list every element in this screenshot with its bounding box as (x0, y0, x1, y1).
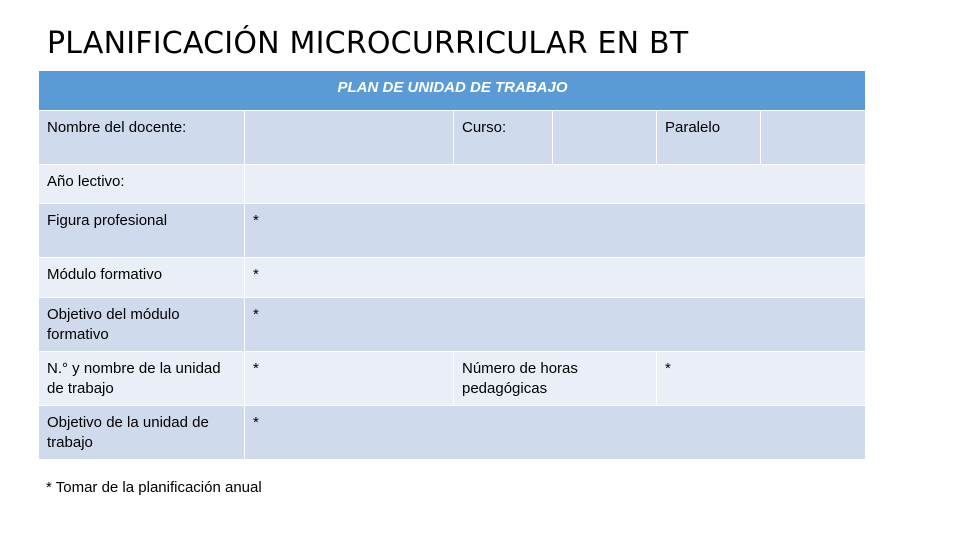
module-objective-label: Objetivo del módulo formativo (39, 298, 245, 352)
teaching-hours-label: Número de horas pedagógicas (454, 352, 657, 406)
unit-number-name-label: N.° y nombre de la unidad de trabajo (39, 352, 245, 406)
school-year-label: Año lectivo: (39, 165, 245, 204)
unit-objective-label: Objetivo de la unidad de trabajo (39, 406, 245, 460)
work-unit-plan-table (38, 70, 866, 460)
teacher-name-label: Nombre del docente: (39, 111, 245, 165)
module-objective-value: * (245, 298, 866, 352)
training-module-label: Módulo formativo (39, 258, 245, 298)
teacher-name-value (245, 111, 454, 165)
footnote: * Tomar de la planificación anual (46, 479, 262, 496)
professional-profile-label: Figura profesional (39, 204, 245, 258)
teaching-hours-value: * (657, 352, 866, 406)
class-section-value (761, 111, 866, 165)
unit-number-name-value: * (245, 352, 454, 406)
school-year-value (245, 165, 866, 204)
unit-objective-value: * (245, 406, 866, 460)
professional-profile-value: * (245, 204, 866, 258)
course-label: Curso: (454, 111, 553, 165)
training-module-value: * (245, 258, 866, 298)
table-header: PLAN DE UNIDAD DE TRABAJO (39, 71, 866, 111)
class-section-label: Paralelo (657, 111, 761, 165)
course-value (553, 111, 657, 165)
page-title: PLANIFICACIÓN MICROCURRICULAR EN BT (47, 26, 689, 61)
